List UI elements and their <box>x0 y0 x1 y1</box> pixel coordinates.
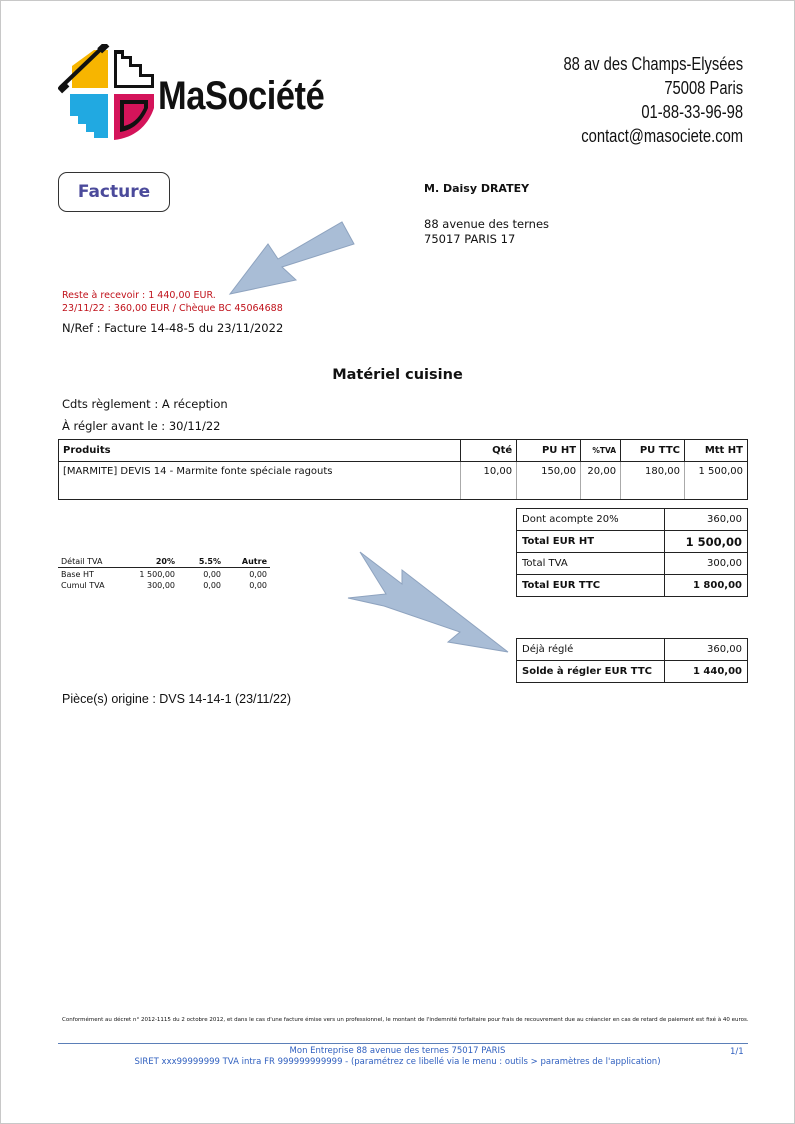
product-qty: 10,00 <box>461 462 517 500</box>
tva-row-20: 300,00 <box>147 581 175 590</box>
header-qty: Qté <box>461 440 517 462</box>
table-row <box>517 661 748 683</box>
client-name: M. Daisy DRATEY <box>424 182 530 195</box>
payment-conditions: Cdts règlement : A réception <box>62 397 228 411</box>
payment-status <box>62 289 283 315</box>
total-tva-label: Total TVA <box>517 553 665 575</box>
origin-document: Pièce(s) origine : DVS 14-14-1 (23/11/22) <box>62 692 292 706</box>
company-address-line1: 88 av des Champs-Elysées <box>563 54 743 74</box>
invoice-reference: N/Ref : Facture 14-48-5 du 23/11/2022 <box>62 321 284 335</box>
due-date: À régler avant le : 30/11/22 <box>62 419 221 433</box>
product-tva: 20,00 <box>581 462 621 500</box>
products-header-row <box>59 440 748 462</box>
table-row <box>517 531 748 553</box>
tva-row-20: 1 500,00 <box>139 570 175 579</box>
deposit-value: 360,00 <box>665 509 748 531</box>
tva-header-55: 5.5% <box>178 556 224 568</box>
total-ht-value: 1 500,00 <box>665 531 748 553</box>
legal-notice: Conformément au décret n° 2012-1115 du 2 octobre 2012, et dans le cas d'une facture émise vers un professionnel, le montant de l'indemnité forfaitaire pour frais de recouvrement due au créancier en cas de retard de paiement est fixé à 40 euros. <box>62 1017 749 1023</box>
product-pu-ttc: 180,00 <box>621 462 685 500</box>
paid-label: Déjà réglé <box>517 639 665 661</box>
page-number: 1/1 <box>730 1047 744 1057</box>
deposit-label: Dont acompte 20% <box>517 509 665 531</box>
paid-value: 360,00 <box>665 639 748 661</box>
header-pu-ttc: PU TTC <box>621 440 685 462</box>
footer-line1: Mon Entreprise 88 avenue des ternes 75017 PARIS <box>289 1046 506 1056</box>
company-phone: 01-88-33-96-98 <box>641 102 743 122</box>
table-row <box>517 639 748 661</box>
product-mtt-ht: 1 500,00 <box>685 462 748 500</box>
totals-table <box>516 508 748 597</box>
table-row <box>59 462 748 500</box>
footer-line2: SIRET xxx99999999 TVA intra FR 999999999999 - (paramétrez ce libellé via le menu : outils > paramètres de l'application) <box>134 1057 661 1067</box>
total-ht-label: Total EUR HT <box>517 531 665 553</box>
tva-row-55: 0,00 <box>203 581 221 590</box>
footer-divider <box>58 1043 748 1044</box>
header-products: Produits <box>59 440 461 462</box>
company-address-line2: 75008 Paris <box>664 78 743 98</box>
document-title: Facture <box>58 172 170 212</box>
products-table <box>58 439 748 500</box>
tva-header-row <box>58 556 270 568</box>
client-address-line1: 88 avenue des ternes <box>424 217 550 231</box>
total-tva-value: 300,00 <box>665 553 748 575</box>
tva-row-other: 0,00 <box>249 581 267 590</box>
table-row <box>58 579 270 590</box>
tva-row-label: Base HT <box>61 570 94 579</box>
balance-table <box>516 638 748 683</box>
balance-due-label: Solde à régler EUR TTC <box>517 661 665 683</box>
remaining-amount: Reste à recevoir : 1 440,00 EUR. <box>62 290 216 301</box>
total-ttc-label: Total EUR TTC <box>517 575 665 597</box>
table-row <box>58 568 270 580</box>
tva-header-label: Détail TVA <box>58 556 128 568</box>
total-ttc-value: 1 800,00 <box>665 575 748 597</box>
tva-header-other: Autre <box>224 556 270 568</box>
product-label: [MARMITE] DEVIS 14 - Marmite fonte spéciale ragouts <box>59 462 461 500</box>
client-address <box>424 217 549 247</box>
company-address <box>563 52 743 148</box>
table-row <box>517 509 748 531</box>
tva-row-other: 0,00 <box>249 570 267 579</box>
table-row <box>517 553 748 575</box>
balance-due-value: 1 440,00 <box>665 661 748 683</box>
product-pu-ht: 150,00 <box>517 462 581 500</box>
tva-header-20: 20% <box>128 556 178 568</box>
tva-detail-table <box>58 556 270 590</box>
company-name: MaSociété <box>158 74 325 118</box>
header-pu-ht: PU HT <box>517 440 581 462</box>
tva-row-55: 0,00 <box>203 570 221 579</box>
client-address-line2: 75017 PARIS 17 <box>424 232 516 246</box>
header-tva: %TVA <box>581 440 621 462</box>
table-row <box>517 575 748 597</box>
page-footer <box>0 1046 795 1068</box>
header-mtt-ht: Mtt HT <box>685 440 748 462</box>
company-email: contact@masociete.com <box>581 126 743 146</box>
invoice-subject: Matériel cuisine <box>332 367 463 383</box>
tva-row-label: Cumul TVA <box>61 581 105 590</box>
payment-received: 23/11/22 : 360,00 EUR / Chèque BC 45064688 <box>62 303 283 314</box>
